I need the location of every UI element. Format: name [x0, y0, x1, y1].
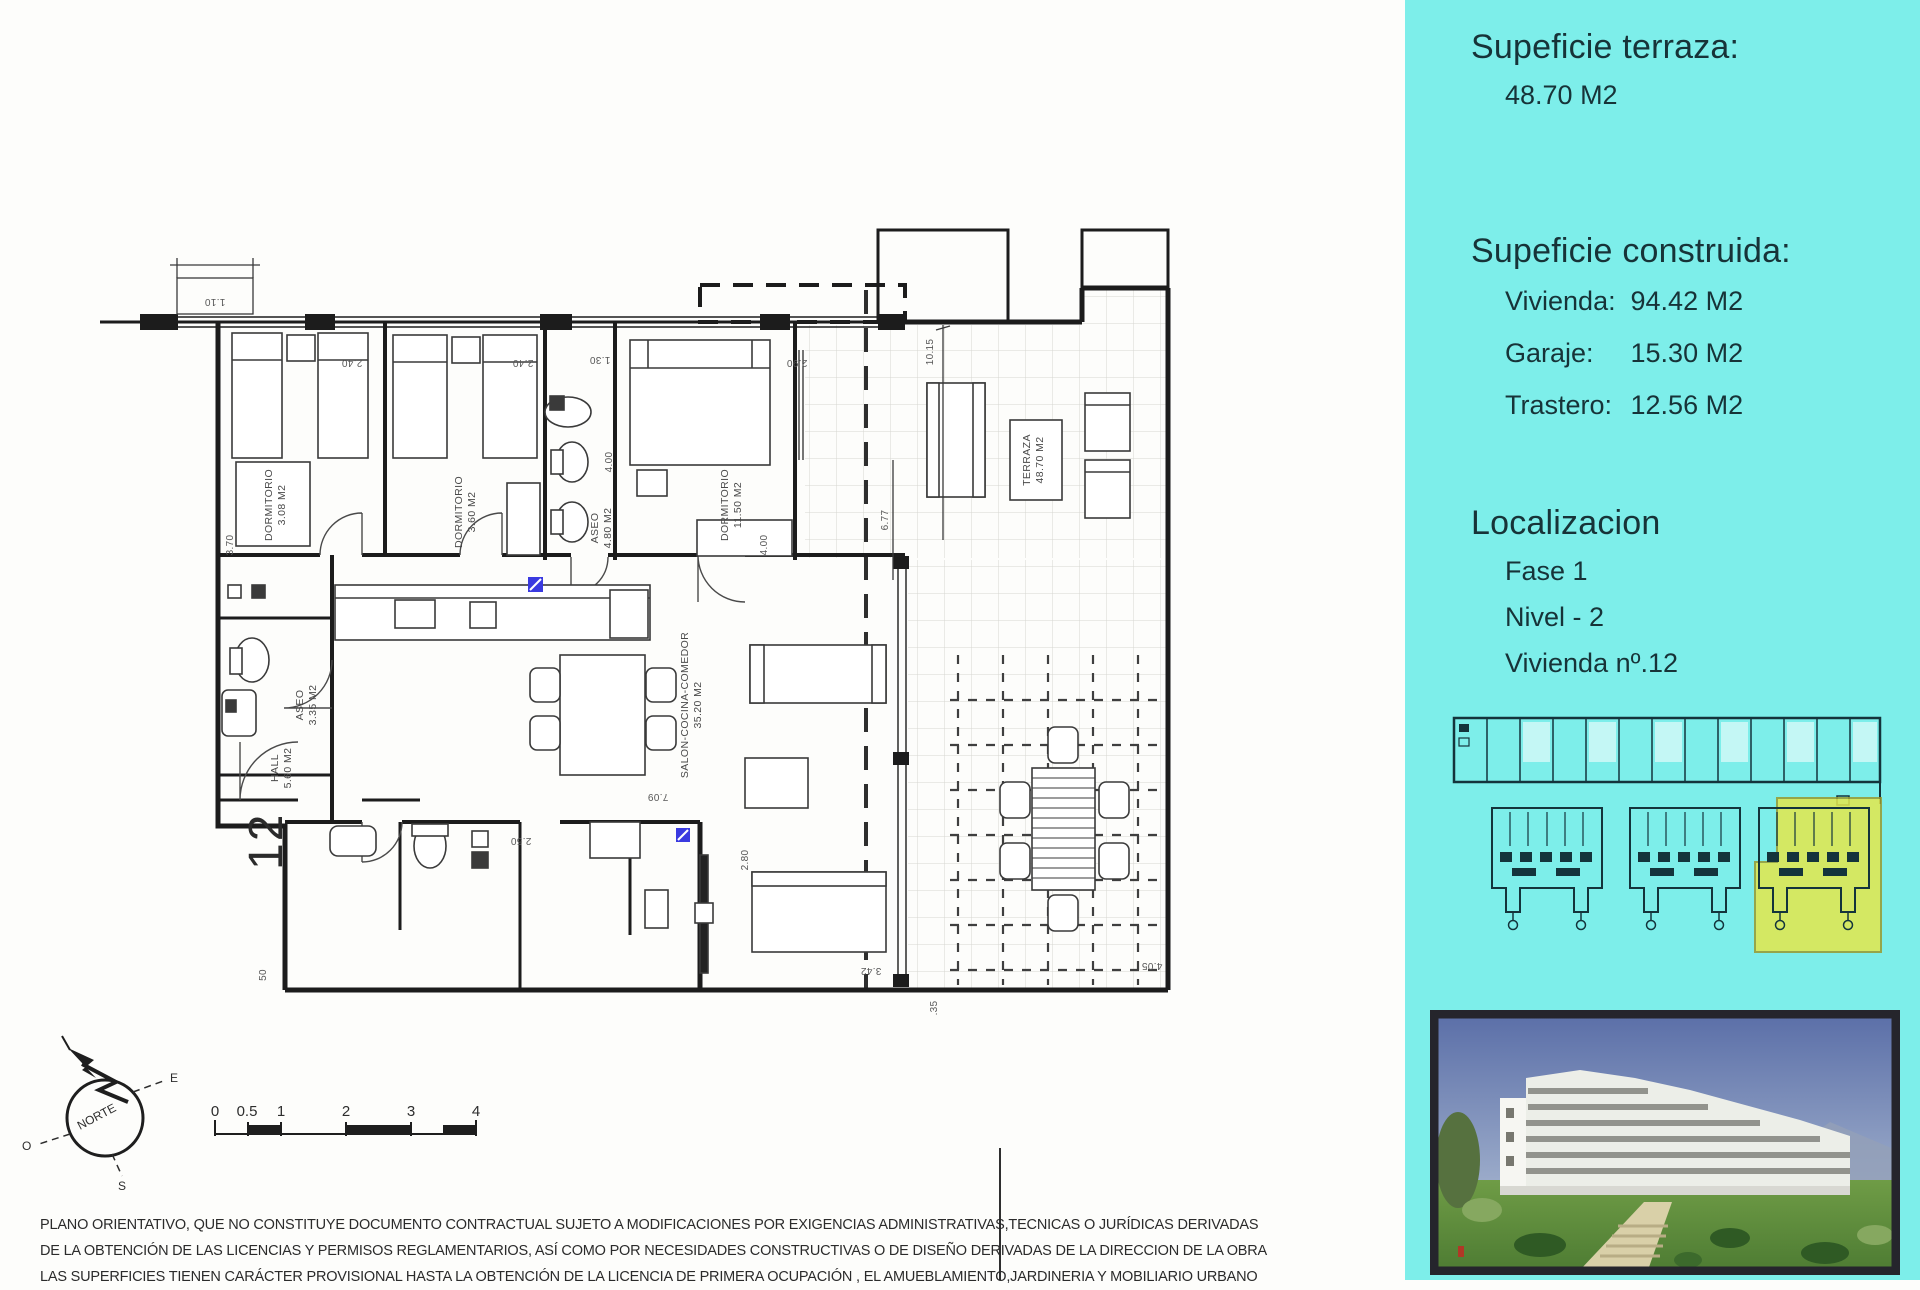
diagram-cluster-1: [1492, 808, 1602, 930]
building-photo: [1430, 1010, 1900, 1275]
svg-text:3: 3: [406, 1103, 416, 1120]
info-sidebar: [1405, 0, 1920, 1280]
svg-text:0.5: 0.5: [236, 1103, 258, 1120]
room-label-salon: SALON-COCINA-COMEDOR35.20 M2: [679, 631, 704, 779]
svg-text:4.05: 4.05: [1141, 960, 1163, 971]
svg-text:2.40: 2.40: [341, 357, 363, 368]
svg-text:0: 0: [210, 1103, 220, 1120]
room-label-dormitorio-3: DORMITORIO11.50 M2: [719, 468, 744, 542]
svg-text:50: 50: [258, 969, 269, 981]
svg-text:2.40: 2.40: [512, 357, 534, 368]
terrace-area-value: 48.70 M2: [1505, 80, 1618, 110]
highlighted-unit: [1755, 798, 1881, 952]
location-site-diagram: [1447, 712, 1887, 960]
disclaimer-line-1: PLANO ORIENTATIVO, QUE NO CONSTITUYE DOCUMENTO CONTRACTUAL SUJETO A MODIFICACIONES POR EXIGENCIAS ADMINISTRATIVAS,TECNICAS O JURÍDICAS DERIVADAS: [40, 1217, 1259, 1233]
svg-text:2: 2: [341, 1103, 351, 1120]
room-label-aseo-2: ASEO3.35 M2: [294, 684, 319, 726]
disclaimer-line-3: LAS SUPERFICIES TIENEN CARÁCTER PROVISIONAL HASTA LA OBTENCIÓN DE LA LICENCIA DE PRIMERA OCUPACIÓN , EL AMUEBLAMIENTO,JARDINERIA Y MOBILIARIO URBANO: [40, 1269, 1258, 1285]
disclaimer-line-2: DE LA OBTENCIÓN DE LAS LICENCIAS Y PERMISOS REGLAMENTARIOS, ASÍ COMO POR NECESIDADES CONSTRUCTIVAS O DE DISEÑO DERIVADAS DE LA DIRECCION DE LA OBRA: [40, 1243, 1268, 1259]
svg-text:2.50: 2.50: [510, 835, 532, 846]
room-label-dormitorio-1: DORMITORIO3.08 M2: [263, 468, 288, 542]
built-area-row-garaje: Garaje: 15.30 M2: [1505, 338, 1744, 368]
svg-text:2.90: 2.90: [786, 357, 808, 368]
scale-bar: [211, 1103, 480, 1136]
location-line-nivel: Nivel - 2: [1505, 602, 1605, 632]
svg-text:2.80: 2.80: [740, 849, 751, 871]
north-arrow: [22, 1036, 178, 1193]
location-line-fase: Fase 1: [1505, 556, 1588, 586]
disclaimer-text: [40, 1212, 1268, 1290]
svg-text:.35: .35: [929, 1000, 940, 1016]
svg-text:S: S: [118, 1179, 127, 1193]
svg-text:10.15: 10.15: [925, 338, 936, 366]
svg-text:1.30: 1.30: [589, 354, 611, 365]
svg-text:4.00: 4.00: [604, 451, 615, 473]
room-label-aseo-1: ASEO4.80 M2: [589, 507, 614, 549]
built-area-row-trastero: Trastero: 12.56 M2: [1505, 390, 1744, 420]
room-label-terraza: TERRAZA48.70 M2: [1021, 434, 1046, 486]
built-area-row-vivienda: Vivienda: 94.42 M2: [1505, 286, 1744, 316]
svg-text:3.70: 3.70: [225, 534, 236, 556]
location-title: Localizacion: [1471, 504, 1661, 542]
diagram-garage-strip: [1454, 718, 1880, 805]
svg-text:3.42: 3.42: [860, 965, 882, 976]
svg-text:7.09: 7.09: [647, 791, 669, 802]
room-label-dormitorio-2: DORMITORIO3.60 M2: [453, 475, 478, 549]
terrace-area-title: Supeficie terraza:: [1471, 28, 1740, 66]
svg-text:4.00: 4.00: [759, 534, 770, 556]
svg-text:4: 4: [471, 1103, 481, 1120]
north-arrow-label: NORTE: [74, 1100, 119, 1133]
unit-number: 12: [240, 812, 293, 870]
svg-text:1: 1: [276, 1103, 286, 1120]
room-label-hall: HALL5.60 M2: [269, 747, 294, 789]
built-area-title: Supeficie construida:: [1471, 232, 1791, 270]
svg-text:E: E: [170, 1071, 179, 1085]
svg-text:1.10: 1.10: [204, 296, 226, 307]
location-line-vivienda: Vivienda nº.12: [1505, 648, 1678, 678]
svg-text:6.77: 6.77: [880, 509, 891, 531]
svg-text:O: O: [22, 1139, 32, 1153]
diagram-cluster-2: [1630, 808, 1740, 930]
